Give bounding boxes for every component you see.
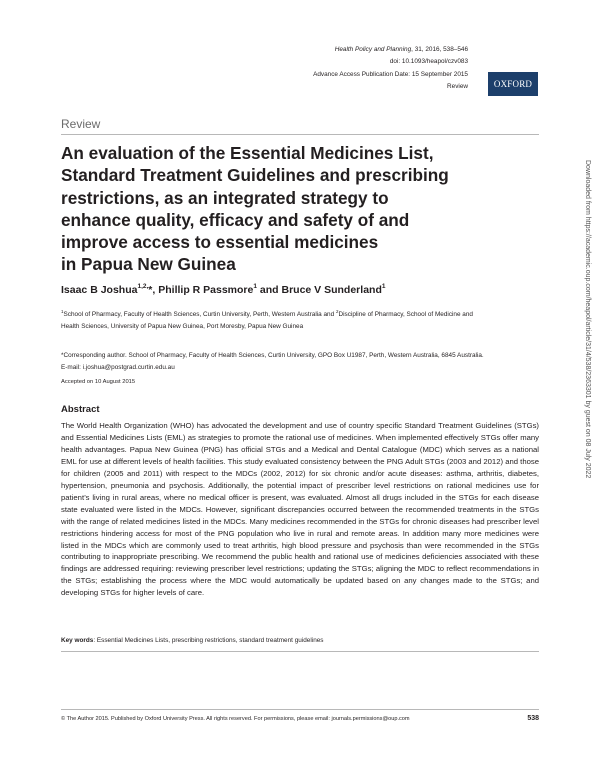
divider <box>61 134 539 135</box>
journal-volume-pages: , 31, 2016, 538–546 <box>411 46 468 53</box>
author-affiliation-sup: 1 <box>253 283 257 290</box>
title-line: improve access to essential medicines <box>61 232 379 253</box>
journal-citation <box>208 44 468 56</box>
download-watermark: Downloaded from https://academic.oup.com/heapol/article/31/4/538/2363301 by guest on 08 July 2022 <box>584 160 591 479</box>
title-line: restrictions, as an integrated strategy to <box>61 187 389 208</box>
doi: doi: 10.1093/heapol/czv083 <box>389 58 468 66</box>
section-label: Review <box>61 117 101 131</box>
abstract-heading: Abstract <box>61 404 100 415</box>
keywords-text: : Essential Medicines Lists, prescribing restrictions, standard treatment guidelines <box>93 637 324 644</box>
author-list <box>61 283 385 296</box>
affiliations <box>61 306 481 333</box>
author-affiliation-sup: 1 <box>381 283 386 290</box>
accepted-date: Accepted on 10 August 2015 <box>61 379 136 385</box>
title-line: An evaluation of the Essential Medicines List, <box>61 143 434 163</box>
divider <box>61 651 539 652</box>
author-name: Isaac B Joshua <box>61 284 138 296</box>
author-name: Bruce V Sunderland <box>281 284 382 296</box>
title-line: Standard Treatment Guidelines and prescribing <box>61 165 449 186</box>
copyright-notice: © The Author 2015. Published by Oxford University Press. All rights reserved. For permissions, please email: journals.permissions@oup.com <box>61 716 410 722</box>
author-separator: , <box>152 284 159 296</box>
affiliation-sup: 2 <box>335 309 339 314</box>
affiliation-text: School of Pharmacy, Faculty of Health Sciences, Curtin University, Perth, Western Australia and <box>63 311 336 318</box>
title-line: enhance quality, efficacy and safety of and <box>61 209 410 230</box>
journal-meta <box>208 44 468 93</box>
title-line: in Papua New Guinea <box>61 254 236 275</box>
affiliation-sup: 1 <box>61 309 64 314</box>
advance-access-date: Advance Access Publication Date: 15 September 2015 <box>313 70 468 78</box>
author-name: Phillip R Passmore <box>158 284 254 296</box>
author-affiliation-sup: 1,2, <box>137 283 149 290</box>
journal-name: Health Policy and Planning <box>334 46 412 53</box>
page-number: 538 <box>527 715 539 722</box>
abstract-text: The World Health Organization (WHO) has advocated the development and use of country specific Standard Treatment Guidelines (STGs) and Essential Medicines Lists (EML) as strategies to promote the rational use of medicines. When implemented effectively STGs offer many health advantages. Papua New Guinea (PNG) has official STGs and a Medical and Dental Catalogue (MDC) which serves as a national EML for use at different levels of health facilities. This study evaluated consistency between the PNG Adult STGs (2003 and 2012) and those for children (2005 and 2011) with respect to the MDCs (2002, 2012) for six chronic and/or acute diseases: asthma, arthritis, diabetes, hypertension, pneumonia and psychosis. Additionally, the potential impact of prescriber level restrictions on rational medicines use for patient’s living in rural areas, where no medical officer is present, was evaluated. Almost all drugs included in the STGs for each disease state evaluated were listed in the MDCs. However, significant discrepancies occurred between the recommended treatments in the STGs with the range of related medicines listed in the MDCs. Many medicines recommended in the STGs for chronic diseases had prescriber level restrictions hindering access for most of the PNG population who live in rural and remote areas. In addition many more medicines were listed in the MDCs which are commonly used to treat arthritis, high blood pressure and psychosis than were recommended in the STGs contributing to inappropriate prescribing. We recommend the public health and rational use of medicines deficiencies associated with these findings are addressed requiring: reviewing prescriber level restrictions; updating the STGs; aligning the MDC to reflect recommendations in the STGs; establishing the process where the MDC would automatically be updated based on any changes made to the STGs; and developing STGs for higher levels of care. <box>61 421 539 598</box>
keywords <box>61 637 324 644</box>
author-separator: and <box>256 284 282 296</box>
oxford-logo: OXFORD <box>488 72 538 96</box>
footer-divider <box>61 709 539 710</box>
corresponding-mark: * <box>148 284 153 296</box>
affiliation-text: Discipline of Pharmacy, School of Medicine and Health Sciences, University of Papua New Guinea, Port Moresby, Papua New Guinea <box>61 311 473 330</box>
article-title <box>61 142 501 276</box>
keywords-label: Key words <box>61 637 94 644</box>
corresponding-author: *Corresponding author. School of Pharmacy, Faculty of Health Sciences, Curtin University, GPO Box U1987, Perth, Western Australia, 6845 Australia. E-mail: i.joshua@postgrad.curtin.edu.au <box>61 352 484 371</box>
article-type: Review <box>447 82 468 90</box>
